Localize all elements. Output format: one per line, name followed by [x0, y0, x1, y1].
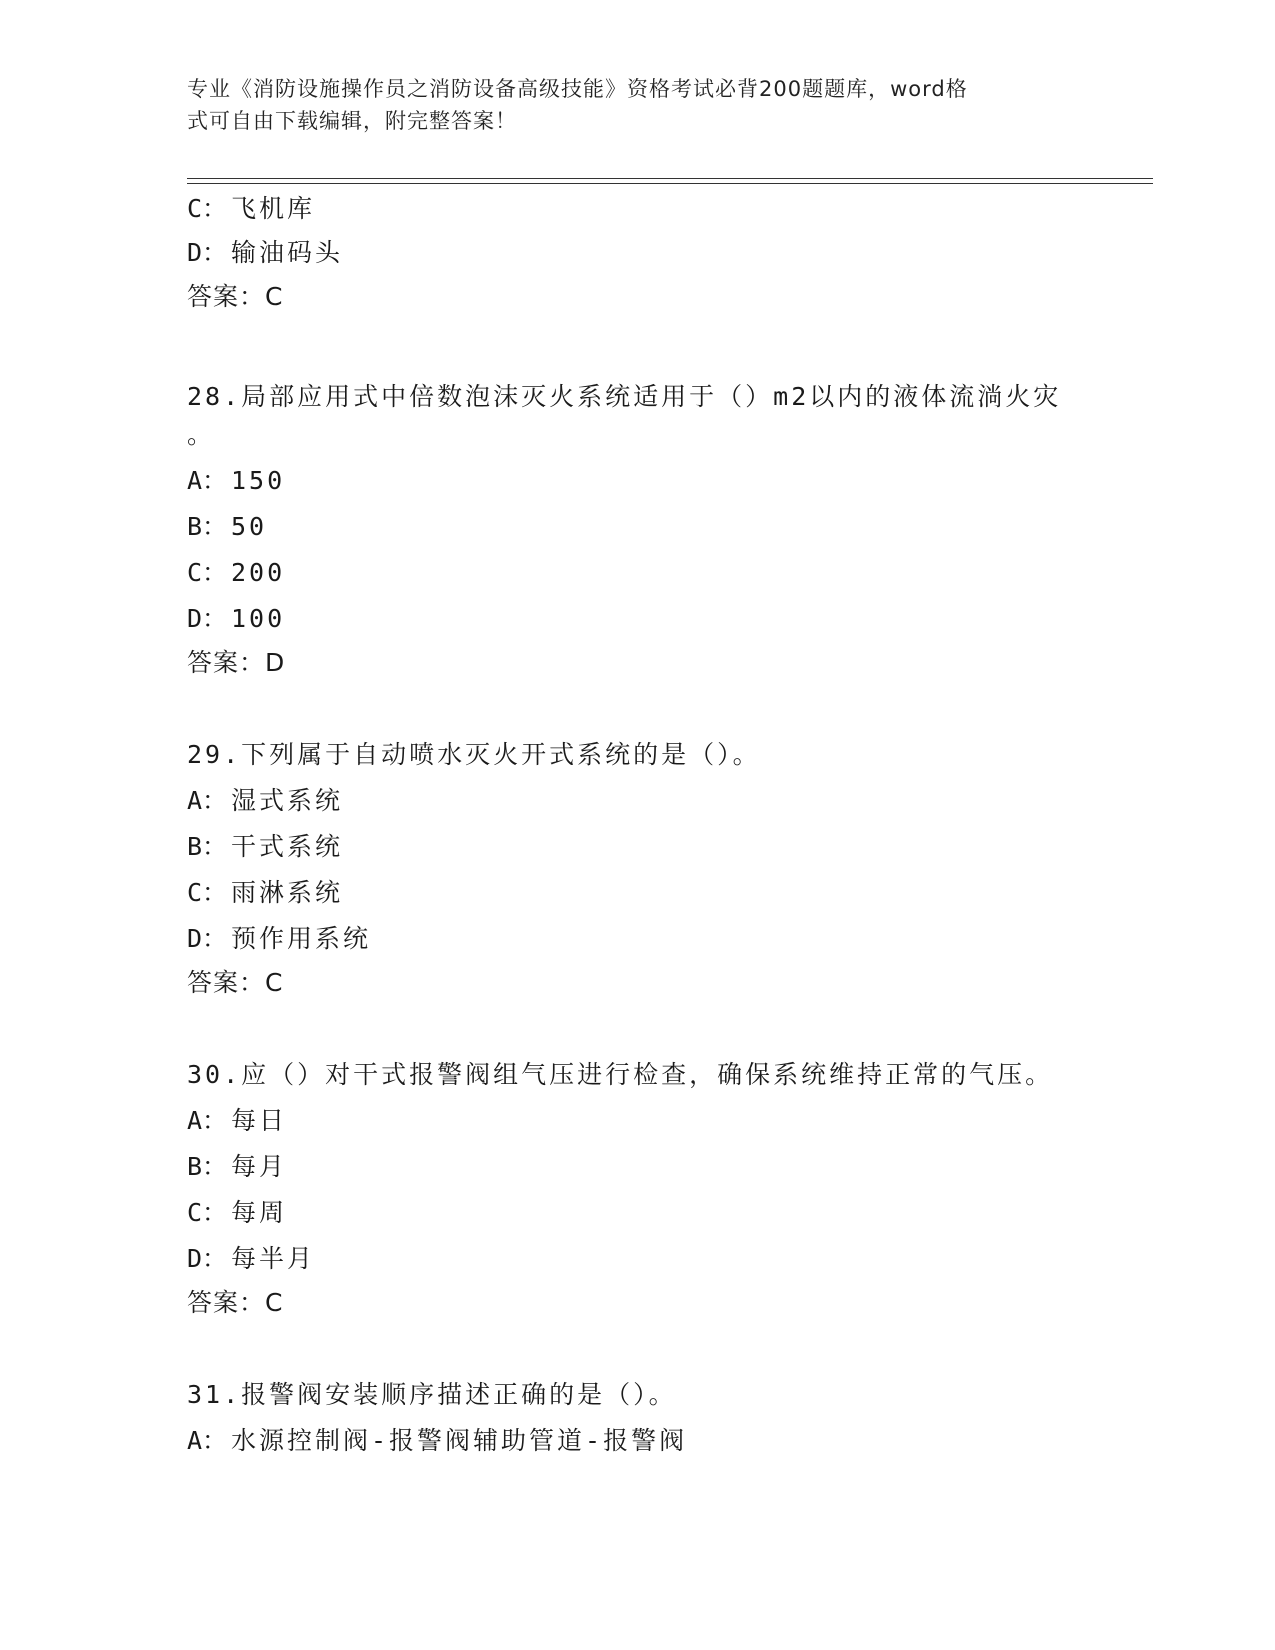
option-row — [187, 1197, 287, 1229]
header-divider-top — [187, 178, 1153, 179]
option-row — [187, 831, 343, 863]
option-text: 雨淋系统 — [231, 878, 344, 907]
option-text: 100 — [231, 604, 286, 633]
question-28-text: 28.局部应用式中倍数泡沫灭火系统适用于（）m2以内的液体流淌火灾 — [187, 382, 1062, 411]
option-row — [187, 465, 285, 497]
option-key: D： — [187, 604, 228, 633]
option-text: 150 — [231, 466, 286, 495]
option-text: 飞机库 — [231, 194, 316, 223]
document-header — [187, 73, 1067, 137]
question-31-text: 31.报警阀安装顺序描述正确的是（）。 — [187, 1380, 677, 1409]
option-row — [187, 1243, 315, 1275]
option-key: A： — [187, 1106, 228, 1135]
answer-line: 答案：C — [187, 1288, 284, 1317]
header-divider-bottom — [187, 183, 1153, 184]
option-row — [187, 1425, 687, 1457]
option-key: D： — [187, 924, 228, 953]
option-key: C： — [187, 1198, 228, 1227]
answer-line: 答案：C — [187, 282, 284, 311]
option-key: A： — [187, 1426, 228, 1455]
option-key: C： — [187, 878, 228, 907]
question-28-text-wrap: 。 — [187, 420, 216, 449]
option-key: A： — [187, 466, 228, 495]
option-text: 每月 — [231, 1152, 288, 1181]
option-row — [187, 511, 267, 543]
option-key: B： — [187, 512, 228, 541]
option-text: 预作用系统 — [231, 924, 372, 953]
header-line-1: 专业《消防设施操作员之消防设备高级技能》资格考试必背200题题库，word格 — [187, 77, 968, 101]
option-text: 输油码头 — [231, 238, 344, 267]
option-text: 湿式系统 — [231, 786, 344, 815]
option-key: D： — [187, 238, 228, 267]
option-row — [187, 237, 343, 269]
option-text: 50 — [231, 512, 268, 541]
option-row — [187, 1151, 287, 1183]
option-row — [187, 785, 343, 817]
option-key: B： — [187, 832, 228, 861]
option-text: 每周 — [231, 1198, 288, 1227]
option-row — [187, 1105, 287, 1137]
option-key: C： — [187, 558, 228, 587]
question-29-text: 29.下列属于自动喷水灭火开式系统的是（）。 — [187, 740, 761, 769]
option-key: B： — [187, 1152, 228, 1181]
option-row — [187, 557, 285, 589]
answer-line: 答案：C — [187, 968, 284, 997]
answer-line: 答案：D — [187, 648, 286, 677]
option-text: 200 — [231, 558, 286, 587]
option-key: C： — [187, 194, 228, 223]
option-row — [187, 877, 343, 909]
option-row — [187, 193, 315, 225]
option-row — [187, 923, 371, 955]
option-key: A： — [187, 786, 228, 815]
option-text: 干式系统 — [231, 832, 344, 861]
option-text: 每日 — [231, 1106, 288, 1135]
option-text: 每半月 — [231, 1244, 316, 1273]
header-line-2: 式可自由下载编辑，附完整答案！ — [187, 109, 517, 133]
option-key: D： — [187, 1244, 228, 1273]
question-30-text: 30.应（）对干式报警阀组气压进行检查，确保系统维持正常的气压。 — [187, 1060, 1054, 1089]
option-row — [187, 603, 285, 635]
option-text: 水源控制阀-报警阀辅助管道-报警阀 — [231, 1426, 688, 1455]
